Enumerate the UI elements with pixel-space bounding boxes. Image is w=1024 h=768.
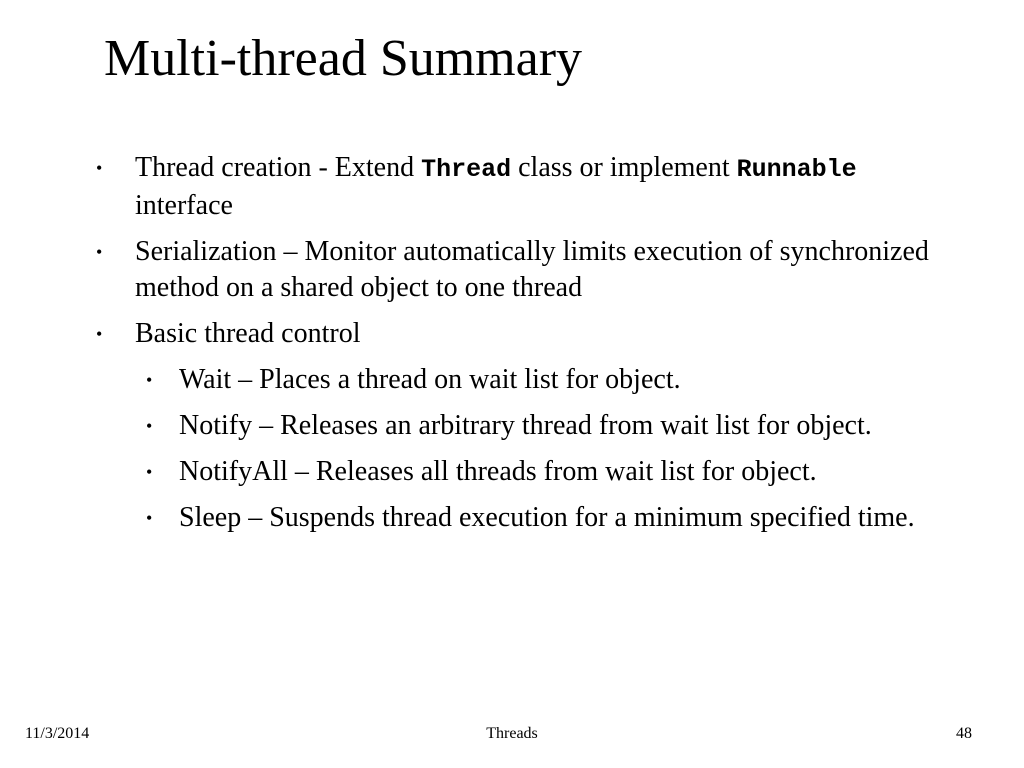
sub-bullet-text: NotifyAll – Releases all threads from wait list for object.: [179, 456, 817, 487]
bullet-basic-thread-control: [0, 316, 1024, 352]
page-number: 48: [956, 725, 972, 742]
bullet-text: Basic thread control: [135, 318, 361, 349]
bullet-serialization: [0, 234, 1024, 306]
footer-date: 11/3/2014: [25, 725, 90, 742]
bullet-dot-icon: •: [96, 324, 103, 344]
bullet-dot-icon: •: [146, 462, 153, 482]
bullet-text: Serialization – Monitor automatically limits execution of synchronized method on a shared object to one thread: [135, 236, 929, 303]
sub-bullet-notify: [0, 408, 1024, 444]
sub-bullet-notifyall: [0, 454, 1024, 490]
sub-bullet-sleep: [0, 500, 1024, 536]
bullet-text: Thread creation - Extend: [135, 152, 422, 183]
bullet-dot-icon: •: [146, 416, 153, 436]
sub-bullet-text: Wait – Places a thread on wait list for object.: [179, 364, 681, 395]
slide-title: Multi-thread Summary: [104, 30, 583, 87]
bullet-dot-icon: •: [146, 370, 153, 390]
footer-title: Threads: [486, 725, 538, 742]
sub-bullet-text: Sleep – Suspends thread execution for a minimum specified time.: [179, 502, 915, 533]
sub-bullet-wait: [0, 362, 1024, 398]
bullet-list: [0, 150, 1024, 546]
bullet-dot-icon: •: [96, 242, 103, 262]
code-thread: Thread: [421, 155, 512, 184]
bullet-dot-icon: •: [96, 158, 103, 178]
bullet-dot-icon: •: [146, 508, 153, 528]
bullet-thread-creation: [0, 150, 1024, 224]
sub-bullet-text: Notify – Releases an arbitrary thread from wait list for object.: [179, 410, 872, 441]
bullet-text: interface: [135, 190, 233, 221]
code-runnable: Runnable: [736, 155, 857, 184]
bullet-text: class or implement: [511, 152, 737, 183]
